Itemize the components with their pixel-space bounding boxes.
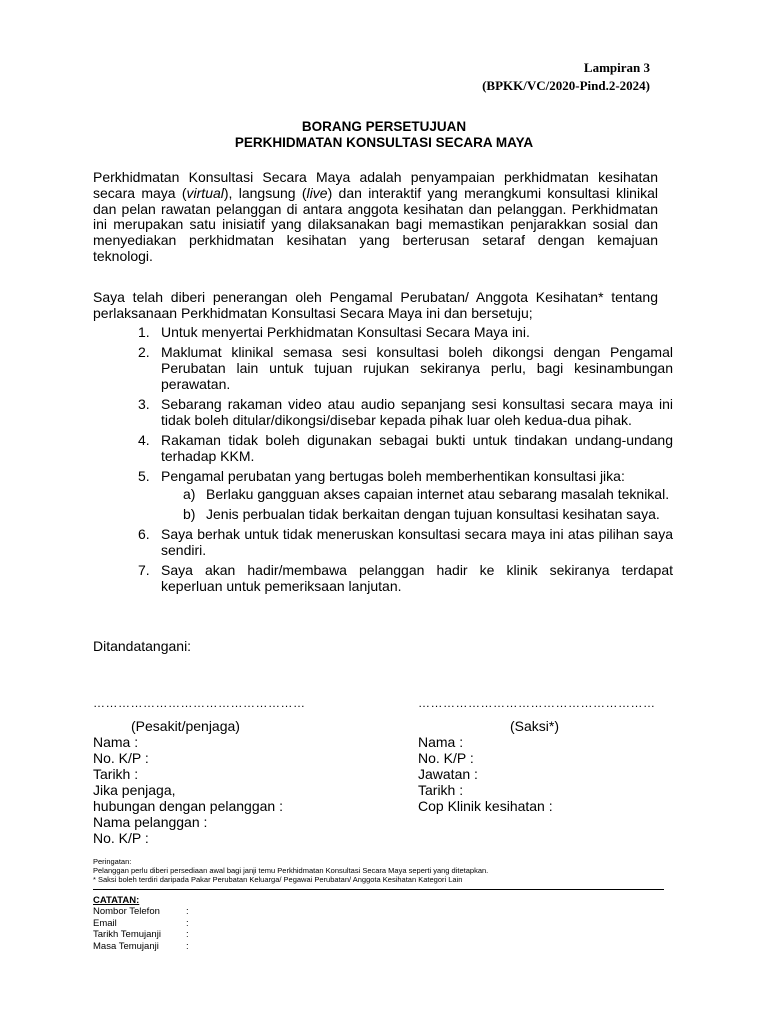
- patient-role-label: (Pesakit/penjaga): [131, 718, 240, 734]
- sub-list: [161, 487, 673, 523]
- field-label: hubungan dengan pelanggan :: [93, 798, 283, 814]
- witness-signature-line: …………………………………………………: [418, 696, 656, 710]
- field-label: Jawatan :: [418, 766, 478, 782]
- signed-label: Ditandatangani:: [93, 638, 192, 654]
- list-item: 2. Maklumat klinikal semasa sesi konsultasi boleh dikongsi dengan Pengamal Perubatan lain untuk tujuan rujukan sekiranya perlu, bagi kesinambungan perawatan.: [138, 344, 673, 392]
- field-label: No. K/P :: [93, 830, 149, 846]
- field-label: Nama :: [418, 734, 464, 750]
- list-item: 7. Saya akan hadir/membawa pelanggan hadir ke klinik sekiranya terdapat keperluan untuk pemeriksaan lanjutan.: [138, 562, 673, 595]
- list-item: 1. Untuk menyertai Perkhidmatan Konsultasi Secara Maya ini.: [138, 324, 530, 340]
- notes-row: Nombor Telefon :: [93, 906, 189, 918]
- field-label: Nama pelanggan :: [93, 814, 208, 830]
- field-label: No. K/P :: [418, 750, 474, 766]
- consent-list: [93, 325, 673, 599]
- intro-paragraph: [93, 170, 658, 265]
- notes-row: Email :: [93, 917, 189, 929]
- list-item: 3. Sebarang rakaman video atau audio sepanjang sesi konsultasi secara maya ini tidak boleh ditular/dikongsi/disebar kepada pihak luar oleh kedua-dua pihak.: [138, 396, 673, 428]
- warning-line-1: Pelanggan perlu diberi persediaan awal bagi janji temu Perkhidmatan Konsultasi Secara Maya seperti yang ditetapkan.: [93, 866, 489, 875]
- field-label: No. K/P :: [93, 750, 149, 766]
- witness-role-label: (Saksi*): [510, 718, 560, 734]
- consent-intro: Saya telah diberi penerangan oleh Pengamal Perubatan/ Anggota Kesihatan* tentang perlaksanaan Perkhidmatan Konsultasi Secara Maya ini dan bersetuju;: [93, 289, 658, 321]
- field-label: Tarikh :: [93, 766, 139, 782]
- notes-row: Tarikh Temujanji :: [93, 929, 189, 941]
- intro-text-3: ) dan interaktif yang merangkumi konsultasi klinikal dan pelan rawatan pelanggan di antara anggota kesihatan dan pelanggan. Perkhidmatan ini merupakan satu inisiatif yang dilaksanakan bagi memastikan penjarakkan sosial dan menyediakan perkhidmatan kesihatan yang berterusan setaraf dengan kemajuan teknologi.: [93, 184, 658, 264]
- form-title: [0, 119, 768, 151]
- list-item: 5. Pengamal perubatan yang bertugas boleh memberhentikan konsultasi jika: a) Berlaku gangguan akses capaian internet atau sebarang masalah teknikal. b) Jenis perbualan tidak berkaitan dengan tujuan konsultasi kesihatan saya.: [93, 469, 673, 522]
- notes-heading: CATATAN:: [93, 895, 140, 906]
- reference-code: (BPKK/VC/2020-Pind.2-2024): [482, 78, 650, 93]
- document-header: [482, 59, 650, 95]
- list-item: 6. Saya berhak untuk tidak meneruskan konsultasi secara maya ini atas pilihan saya sendiri.: [138, 526, 673, 559]
- title-line-1: BORANG PERSETUJUAN: [301, 119, 467, 134]
- sub-list-item: b) Jenis perbualan tidak berkaitan dengan tujuan konsultasi kesihatan saya.: [183, 505, 660, 522]
- sub-list-item: a) Berlaku gangguan akses capaian internet atau sebarang masalah teknikal.: [183, 486, 670, 503]
- patient-signature-line: ……………………………………………: [93, 696, 306, 710]
- warning-line-2: * Saksi boleh terdiri daripada Pakar Perubatan Keluarga/ Pegawai Perubatan/ Anggota Kesihatan Kategori Lain: [93, 875, 463, 884]
- notes-row: Masa Temujanji :: [93, 940, 189, 952]
- field-label: Tarikh :: [418, 782, 464, 798]
- intro-live: live: [306, 184, 328, 201]
- field-label: Cop Klinik kesihatan :: [418, 798, 553, 814]
- warning-note: [93, 857, 488, 884]
- list-item: 4. Rakaman tidak boleh digunakan sebagai bukti untuk tindakan undang-undang terhadap KKM.: [138, 432, 673, 465]
- intro-text-2: ), langsung (: [223, 184, 307, 201]
- field-label: Jika penjaga,: [93, 782, 176, 798]
- intro-virtual: virtual: [186, 184, 224, 201]
- title-line-2: PERKHIDMATAN KONSULTASI SECARA MAYA: [234, 135, 534, 150]
- field-label: Nama :: [93, 734, 139, 750]
- lampiran-label: Lampiran 3: [583, 60, 650, 75]
- notes-section: [93, 895, 189, 952]
- patient-fields: [93, 734, 283, 846]
- intro-text-1: Perkhidmatan Konsultasi Secara Maya adalah penyampaian perkhidmatan kesihatan secara maya (: [93, 169, 658, 201]
- divider: [93, 889, 664, 890]
- witness-fields: [418, 734, 553, 814]
- warning-heading: Peringatan:: [93, 857, 132, 866]
